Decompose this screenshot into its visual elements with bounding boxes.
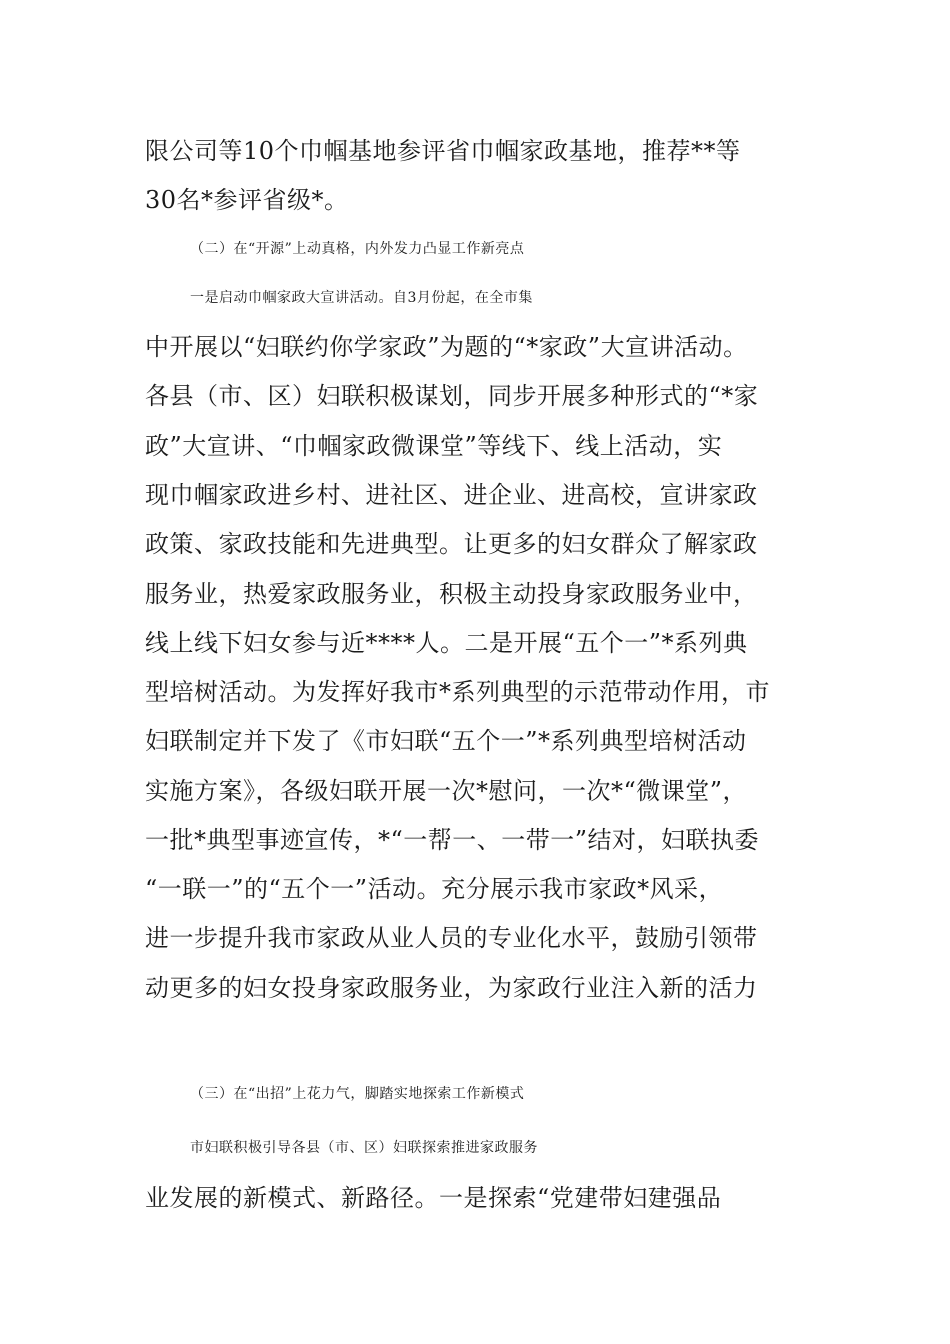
- paragraph-line: 一批*典型事迹宣传，*“一帮一、一带一”结对，妇联执委: [145, 826, 760, 854]
- paragraph-line: 一是启动巾帼家政大宣讲活动。自3月份起，在全市集: [190, 290, 533, 306]
- paragraph-line: 服务业，热爱家政服务业，积极主动投身家政服务业中，: [145, 580, 758, 608]
- paragraph-line: 30名*参评省级*。: [145, 186, 349, 214]
- paragraph-line: 限公司等10个巾帼基地参评省巾帼家政基地，推荐**等: [145, 137, 741, 165]
- section-heading-3: （三）在“出招”上花力气，脚踏实地探索工作新模式: [190, 1086, 525, 1102]
- paragraph-line: 业发展的新模式、新路径。一是探索“党建带妇建强品: [145, 1184, 722, 1212]
- paragraph-line: 中开展以“妇联约你学家政”为题的“*家政”大宣讲活动。: [145, 333, 748, 361]
- paragraph-line: 各县（市、区）妇联积极谋划，同步开展多种形式的“*家: [145, 382, 759, 410]
- paragraph-line: 动更多的妇女投身家政服务业，为家政行业注入新的活力: [145, 974, 758, 1002]
- paragraph-line: “一联一”的“五个一”活动。充分展示我市家政*风采，: [145, 875, 724, 903]
- paragraph-line: 妇联制定并下发了《市妇联“五个一”*系列典型培树活动: [145, 727, 747, 755]
- paragraph-line: 进一步提升我市家政从业人员的专业化水平，鼓励引领带: [145, 924, 758, 952]
- paragraph-line: 市妇联积极引导各县（市、区）妇联探索推进家政服务: [190, 1140, 538, 1156]
- paragraph-line: 线上线下妇女参与近****人。二是开展“五个一”*系列典: [145, 629, 748, 657]
- paragraph-line: 现巾帼家政进乡村、进社区、进企业、进高校，宣讲家政: [145, 481, 758, 509]
- section-heading-2: （二）在“开源”上动真格，内外发力凸显工作新亮点: [190, 241, 525, 257]
- paragraph-line: 政”大宣讲、“巾帼家政微课堂”等线下、线上活动，实: [145, 432, 723, 460]
- paragraph-line: 政策、家政技能和先进典型。让更多的妇女群众了解家政: [145, 530, 758, 558]
- paragraph-line: 实施方案》，各级妇联开展一次*慰问，一次*“微课堂”，: [145, 777, 748, 805]
- paragraph-line: 型培树活动。为发挥好我市*系列典型的示范带动作用，市: [145, 678, 770, 706]
